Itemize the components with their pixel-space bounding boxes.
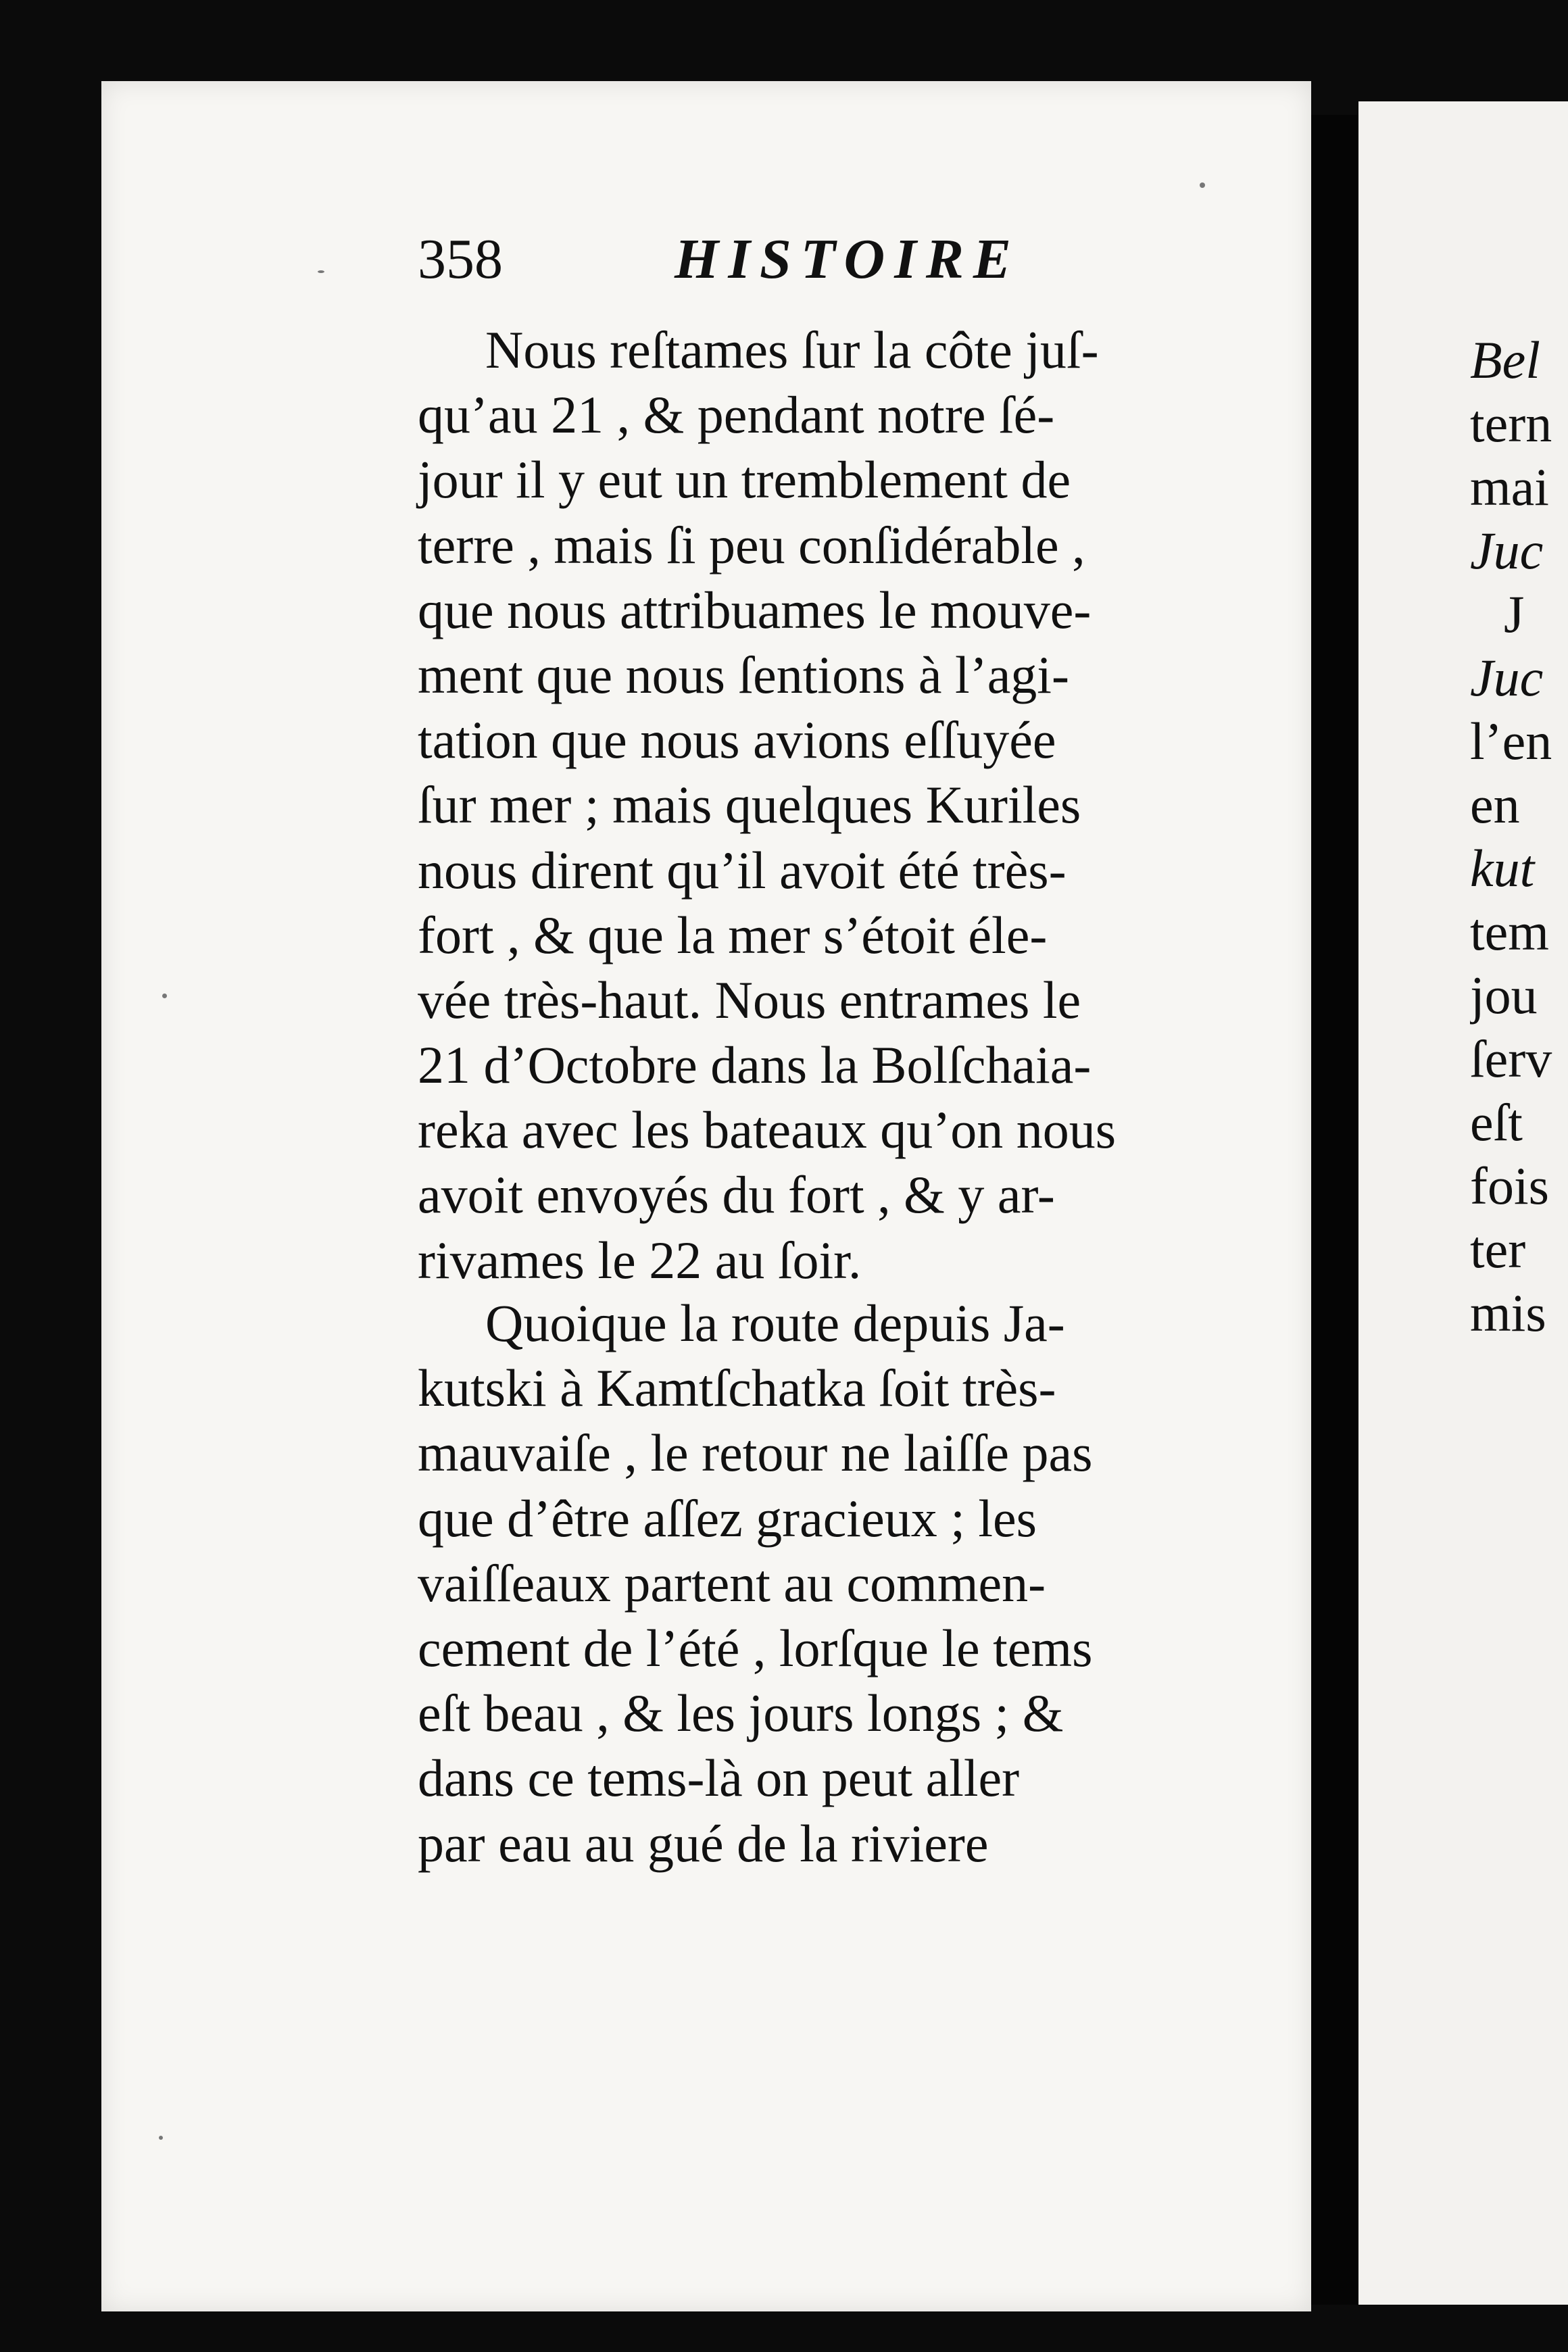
paper-speck <box>162 994 167 998</box>
text-line: vaiſſeaux partent au commen- <box>418 1553 1046 1613</box>
facing-line: tem <box>1470 902 1549 961</box>
text-line: Nous reſtames ſur la côte juſ- <box>485 320 1099 379</box>
facing-line: fois <box>1470 1156 1549 1215</box>
facing-line: Juc <box>1470 648 1544 707</box>
facing-page-text <box>1470 328 1568 1345</box>
paper-speck <box>318 270 324 273</box>
text-line: par eau au gué de la riviere <box>418 1813 989 1873</box>
text-line: eſt beau , & les jours longs ; & <box>418 1684 1064 1743</box>
facing-line: mis <box>1470 1283 1546 1342</box>
facing-line: tern <box>1470 394 1552 453</box>
facing-line: jou <box>1470 966 1538 1025</box>
text-line: 21 d’Octobre dans la Bolſchaia- <box>418 1035 1092 1095</box>
paper-speck <box>159 2136 163 2140</box>
text-line: reka avec les bateaux qu’on nous <box>418 1100 1117 1160</box>
paragraph-1 <box>418 318 1239 1293</box>
facing-line: l’en <box>1470 712 1552 770</box>
text-line: Quoique la route depuis Ja- <box>485 1294 1065 1352</box>
text-line: cement de l’été , lorſque le tems <box>418 1618 1093 1677</box>
facing-line: J <box>1504 585 1525 643</box>
text-line: kutski à Kamtſchatka ſoit très- <box>418 1358 1056 1418</box>
text-line: qu’au 21 , & pendant notre ſé- <box>418 385 1055 445</box>
facing-line: eſt <box>1470 1093 1523 1152</box>
facing-line: ter <box>1470 1220 1526 1279</box>
text-line: que nous attribuames le mouve- <box>418 580 1092 639</box>
page-number: 358 <box>418 228 503 291</box>
text-line: ſur mer ; mais quelques Kuriles <box>418 775 1081 835</box>
facing-line: mai <box>1470 458 1549 516</box>
text-line: dans ce tems-là on peut aller <box>418 1748 1020 1808</box>
text-line: mauvaiſe , le retour ne laiſſe pas <box>418 1423 1093 1483</box>
text-line: que d’être aſſez gracieux ; les <box>418 1488 1037 1548</box>
book-gutter <box>1311 115 1358 2305</box>
paragraph-2 <box>418 1291 1239 1876</box>
facing-line: Bel <box>1470 330 1540 389</box>
facing-line: en <box>1470 775 1520 834</box>
text-line: rivames le 22 au ſoir. <box>418 1230 862 1290</box>
text-line: nous dirent qu’il avoit été très- <box>418 840 1067 900</box>
text-line: vée très-haut. Nous entrames le <box>418 970 1081 1029</box>
page-header <box>418 226 1229 301</box>
text-line: avoit envoyés du fort , & y ar- <box>418 1165 1055 1225</box>
facing-line: ſerv <box>1470 1029 1552 1088</box>
running-title: HISTOIRE <box>675 228 1021 291</box>
text-line: jour il y eut un tremblement de <box>418 450 1071 510</box>
text-line: terre , mais ſi peu conſidérable , <box>418 515 1085 574</box>
text-line: fort , & que la mer s’étoit éle- <box>418 905 1048 964</box>
paper-speck <box>1200 182 1205 188</box>
text-line: tation que nous avions eſſuyée <box>418 710 1056 770</box>
text-line: ment que nous ſentions à l’agi- <box>418 645 1069 704</box>
facing-line: kut <box>1470 839 1535 898</box>
facing-line: Juc <box>1470 521 1544 580</box>
